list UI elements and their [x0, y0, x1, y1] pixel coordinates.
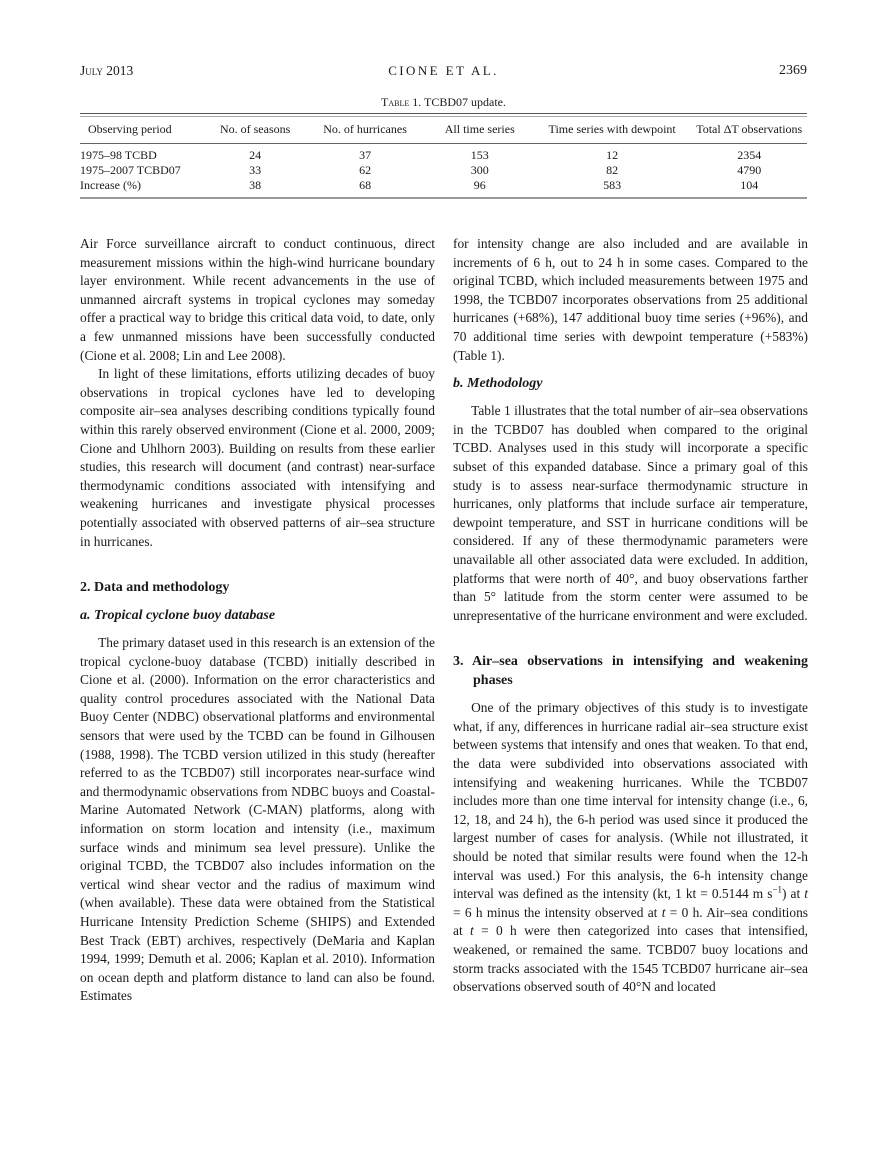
cell-hurricanes: 37: [359, 148, 372, 162]
paragraph: One of the primary objectives of this study is to investigate what, if any, differences in hurricane radial air–sea structure exist between systems that intensify and ones that weaken. To that end, the data were subdivided into observations associated with intensifying and weakening hurricanes. While the TCBD07 includes more than one time interval for intensity change (i.e., 6, 12, 18, and 24 h), the 6-h period was used since it produced the largest number of cases for analysis. (While not illustrated, it should be noted that similar results were found when the 12-h interval was used.) For this analysis, the 6-h intensity change interval was defined as the intensity (kt, 1 kt = 0.5144 m $s^{-1}$) at t = 6 h minus the intensity observed at t = 0 h. Air–sea conditions at t = 0 h were then categorized into cases that intensified, weakened, or remained the same. TCBD07 buoy locations and storm tracks associated with the 1545 TCBD07 hurricane air–sea observations observed south of 40°N and located: [453, 700, 808, 995]
table-row: [80, 178, 807, 197]
paragraph: Air Force surveillance aircraft to conduct continuous, direct measurement missions within the high-wind hurricane boundary layer environment. While recent advancements in the use of unmanned aircraft systems in tropical cyclones may someday offer a practical way to bridge this critical data void, to date, only a few unmanned missions have been successfully conducted (Cione et al. 2008; Lin and Lee 2008).: [80, 236, 435, 363]
header-all-time-series: All time series: [444, 122, 515, 136]
paragraph: The primary dataset used in this research is an extension of the tropical cyclone-buoy database (TCBD) initially described in Cione et al. (2000). Information on the error characteristics and quality control procedures associated with the National Data Buoy Center (NDBC) observational platforms and environmental sensors that were used by the TCBD can be found in Gilhousen (1988, 1998). The TCBD version utilized in this study (hereafter referred to as the TCBD07) still incorporates near-surface wind and thermodynamic observations from NDBC buoys and Coastal-Marine Automated Network (C-MAN) platforms, along with information on storm location and intensity (i.e., maximum surface winds and minimum sea level pressure). Unlike the original TCBD, the TCBD07 also includes information on the vertical wind shear vector and the radius of maximum wind (when available). These data were obtained from the Statistical Hurricane Intensity Prediction Scheme (SHIPS) and Extended Best Track (EBT) archives, respectively (DeMaria and Kaplan 1994, 1999; Demuth et al. 2006; Kaplan et al. 2010). Information on ocean depth and platform distance to land can also be found. Estimates: [80, 635, 435, 1004]
cell-seasons: 33: [249, 163, 262, 177]
header-observing-period: Observing period: [88, 122, 172, 136]
table-caption-text: TCBD07 update.: [421, 95, 506, 109]
table-caption: [80, 95, 807, 110]
cell-all-time-series: 300: [470, 163, 489, 177]
cell-seasons: 24: [249, 148, 262, 162]
table-row: [80, 163, 807, 178]
table-header-row: [80, 117, 807, 143]
paragraph: for intensity change are also included and are available in increments of 6 h, out to 24 h in some cases. Compared to the original TCBD, which included measurements between 1975 and 1998, the TCBD07 incorporates observations from 25 additional hurricanes (+68%), 147 additional buoy time series (+96%), and 70 additional time series with dewpoint temperature (+583%) (Table 1).: [453, 236, 808, 363]
data-table: [80, 117, 807, 197]
running-head-authors: CIONE ET AL.: [388, 63, 499, 78]
cell-hurricanes: 68: [359, 178, 372, 192]
header-total-dt-observations: Total ΔT observations: [696, 122, 803, 136]
cell-seasons: 38: [249, 178, 262, 192]
page-number: 2369: [779, 63, 807, 78]
subsection-heading-methodology: b. Methodology: [453, 376, 543, 392]
cell-total-dt: 104: [740, 178, 759, 192]
table-caption-label: Table 1.: [381, 95, 422, 109]
subsection-heading-buoy-database: a. Tropical cyclone buoy database: [80, 608, 276, 624]
header-hurricanes: No. of hurricanes: [323, 122, 407, 136]
section-heading-air-sea-observations: 3. Air–sea observations in intensifying and weakening phases: [453, 654, 808, 689]
cell-period: 1975–2007 TCBD07: [80, 163, 181, 177]
cell-period: Increase (%): [80, 178, 141, 192]
cell-total-dt: 4790: [737, 163, 762, 177]
cell-period: 1975–98 TCBD: [80, 148, 157, 162]
left-column: [80, 235, 435, 1006]
cell-dewpoint-series: 583: [603, 178, 622, 192]
paragraph: Table 1 illustrates that the total number of air–sea observations in the TCBD07 has doubled when compared to the original TCBD. Analyses used in this study will incorporate a specific subset of this expanded database. Since a primary goal of this study is to assess near-surface thermodynamic structure in hurricanes, only platforms that include surface air temperature, dewpoint temperature, and SST in hurricane conditions will be considered. If any of these thermodynamic parameters were unavailable all other associated data were excluded. In addition, platforms that were north of 40°, and buoy observations farther than 5° latitude from the storm center were assumed to be unrepresentative of the hurricane environment and were excluded.: [453, 403, 808, 623]
cell-hurricanes: 62: [359, 163, 372, 177]
right-column: [453, 235, 808, 997]
cell-total-dt: 2354: [737, 148, 762, 162]
paragraph: In light of these limitations, efforts utilizing decades of buoy observations in tropical cyclones have led to developing composite air–sea analyses describing conditions typically found within this rarely observed environment (Cione et al. 2000, 2009; Cione and Uhlhorn 2003). Building on results from these earlier studies, this research will document (and contrast) near-surface thermodynamic conditions associated with intensifying and weakening hurricanes and investigate physical processes potentially associated with observed patterns of air–sea structure in hurricanes.: [80, 366, 435, 549]
table-bottom-rule: [80, 197, 807, 199]
running-head-date: July 2013: [80, 63, 134, 78]
table-1: [80, 113, 807, 199]
cell-all-time-series: 96: [473, 178, 486, 192]
table-row: [80, 144, 807, 163]
cell-all-time-series: 153: [470, 148, 489, 162]
table-top-rule: [80, 113, 807, 114]
header-time-series-dewpoint: Time series with dewpoint: [548, 122, 676, 136]
header-seasons: No. of seasons: [219, 122, 291, 136]
cell-dewpoint-series: 82: [606, 163, 619, 177]
running-head: [80, 63, 807, 81]
cell-dewpoint-series: 12: [606, 148, 619, 162]
section-heading-data-methodology: 2. Data and methodology: [80, 580, 230, 596]
